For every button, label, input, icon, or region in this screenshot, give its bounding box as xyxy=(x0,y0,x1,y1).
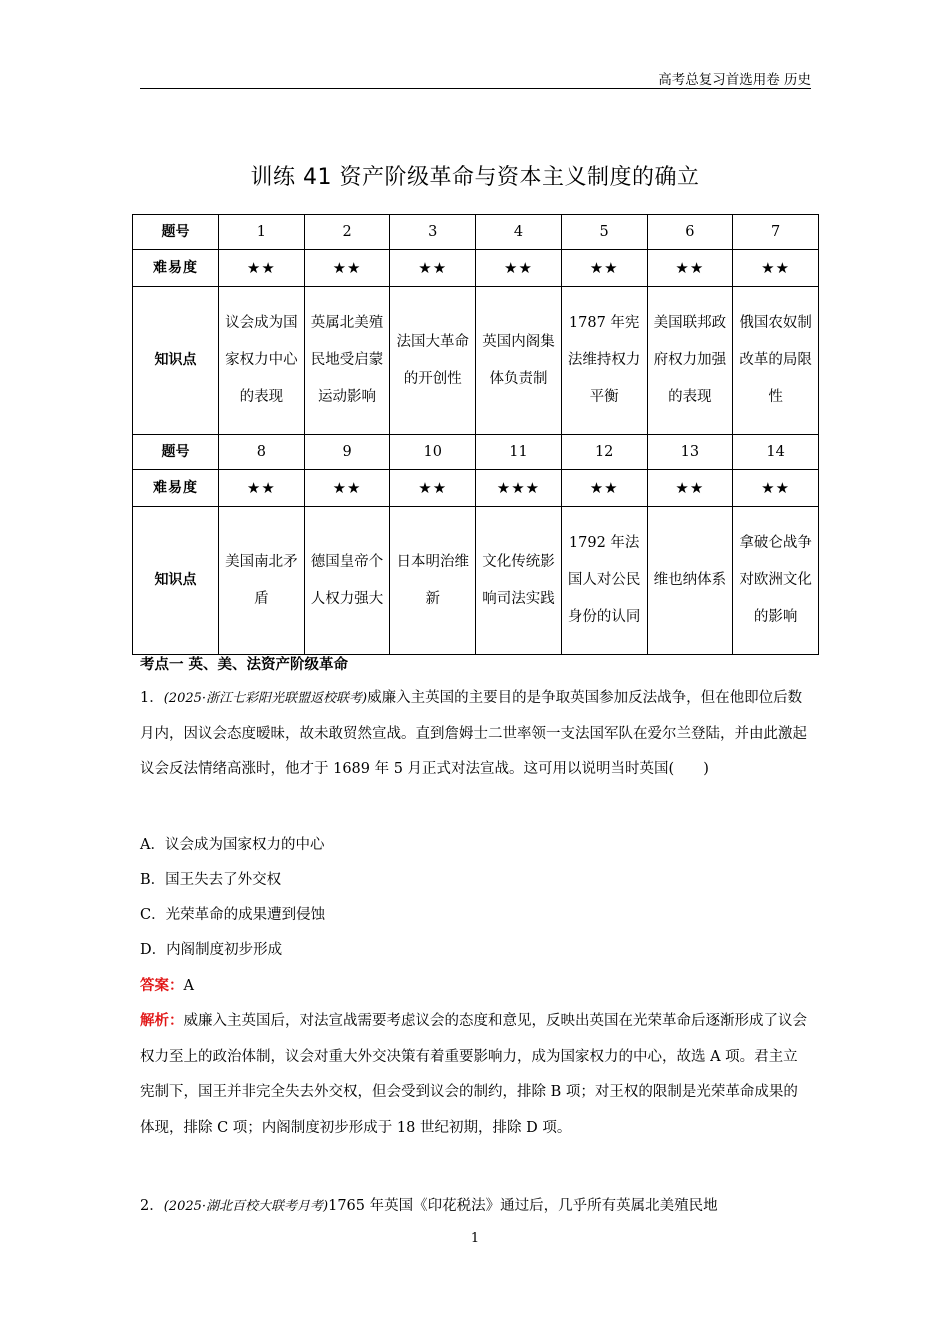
knowledge-point: 文化传统影响司法实践 xyxy=(476,507,562,655)
table-cell: 14 xyxy=(733,435,819,470)
page-title: 训练 41 资产阶级革命与资本主义制度的确立 xyxy=(250,165,700,190)
knowledge-point: 拿破仑战争对欧洲文化的影响 xyxy=(733,507,819,655)
table-row-numbers-1 xyxy=(133,215,819,250)
difficulty-stars: ★★ xyxy=(733,250,819,287)
table-cell: 12 xyxy=(561,435,647,470)
difficulty-stars: ★★ xyxy=(647,470,733,507)
analysis-block xyxy=(140,1004,812,1146)
answer-label: 答案： xyxy=(140,978,184,994)
difficulty-stars: ★★ xyxy=(561,470,647,507)
page-header xyxy=(140,66,811,89)
option-c: C．光荣革命的成果遭到侵蚀 xyxy=(140,907,326,923)
difficulty-stars: ★★ xyxy=(561,250,647,287)
table-cell: 1 xyxy=(219,215,305,250)
option-d: D．内阁制度初步形成 xyxy=(140,942,283,958)
knowledge-point: 法国大革命的开创性 xyxy=(390,287,476,435)
knowledge-point: 1787 年宪法维持权力平衡 xyxy=(561,287,647,435)
difficulty-stars: ★★ xyxy=(390,250,476,287)
row-label-difficulty: 难易度 xyxy=(133,250,219,287)
knowledge-point: 美国南北矛盾 xyxy=(219,507,305,655)
table-row-difficulty-2 xyxy=(133,470,819,507)
table-row-knowledge-2 xyxy=(133,507,819,655)
table-cell: 9 xyxy=(304,435,390,470)
difficulty-stars: ★★ xyxy=(733,470,819,507)
analysis-text: 威廉入主英国后，对法宣战需要考虑议会的态度和意见，反映出英国在光荣革命后逐渐形成了议会权力至上的政治体制，议会对重大外交决策有着重要影响力，成为国家权力的中心，故选 A 项。君主立宪制下，国王并非完全失去外交权，但会受到议会的制约，排除 B 项；对王权的限制是光荣革命成果的体现，排除 C 项；内阁制度初步形成于 18 世纪初期，排除 D 项。 xyxy=(140,1013,807,1136)
table-cell: 7 xyxy=(733,215,819,250)
option-b: B．国王失去了外交权 xyxy=(140,872,282,888)
knowledge-point: 英国内阁集体负责制 xyxy=(476,287,562,435)
knowledge-point: 俄国农奴制改革的局限性 xyxy=(733,287,819,435)
question-number: 1． xyxy=(140,690,164,706)
difficulty-stars: ★★ xyxy=(476,250,562,287)
knowledge-point: 维也纳体系 xyxy=(647,507,733,655)
table-row-numbers-2 xyxy=(133,435,819,470)
header-text: 高考总复习首选用卷 历史 xyxy=(658,72,811,88)
difficulty-stars: ★★ xyxy=(304,250,390,287)
knowledge-point: 日本明治维新 xyxy=(390,507,476,655)
difficulty-stars: ★★ xyxy=(390,470,476,507)
table-cell: 2 xyxy=(304,215,390,250)
table-cell: 13 xyxy=(647,435,733,470)
question-text: 1765 年英国《印花税法》通过后，几乎所有英属北美殖民地 xyxy=(328,1198,718,1214)
row-label-num: 题号 xyxy=(133,435,219,470)
analysis-label: 解析： xyxy=(140,1013,184,1029)
table-cell: 6 xyxy=(647,215,733,250)
section-heading: 考点一 英、美、法资产阶级革命 xyxy=(140,657,349,673)
table-cell: 4 xyxy=(476,215,562,250)
table-cell: 5 xyxy=(561,215,647,250)
table-cell: 10 xyxy=(390,435,476,470)
option-a: A．议会成为国家权力的中心 xyxy=(140,837,325,853)
knowledge-point: 德国皇帝个人权力强大 xyxy=(304,507,390,655)
page-number: 1 xyxy=(470,1231,480,1246)
row-label-knowledge: 知识点 xyxy=(133,507,219,655)
row-label-num: 题号 xyxy=(133,215,219,250)
table-cell: 3 xyxy=(390,215,476,250)
difficulty-stars: ★★ xyxy=(219,470,305,507)
table-row-difficulty-1 xyxy=(133,250,819,287)
answer-line xyxy=(140,975,194,997)
knowledge-point: 议会成为国家权力中心的表现 xyxy=(219,287,305,435)
row-label-difficulty: 难易度 xyxy=(133,470,219,507)
question-2-stem xyxy=(140,1189,812,1225)
question-source: (2025·浙江七彩阳光联盟返校联考) xyxy=(163,691,368,706)
difficulty-stars: ★★★ xyxy=(476,470,562,507)
question-number: 2． xyxy=(140,1198,164,1214)
row-label-knowledge: 知识点 xyxy=(133,287,219,435)
question-1-stem xyxy=(140,681,812,788)
question-source: (2025·湖北百校大联考月考) xyxy=(163,1199,329,1214)
question-text: 威廉入主英国的主要目的是争取英国参加反法战争，但在他即位后数月内，因议会态度暧昧，故未敢贸然宣战。直到詹姆士二世率领一支法国军队在爱尔兰登陆，并由此激起议会反法情绪高涨时，他才于 1689 年 5 月正式对法宣战。这可用以说明当时英国( ) xyxy=(140,690,807,777)
difficulty-stars: ★★ xyxy=(647,250,733,287)
answer-value: A xyxy=(183,978,194,994)
knowledge-point: 英属北美殖民地受启蒙运动影响 xyxy=(304,287,390,435)
table-row-knowledge-1 xyxy=(133,287,819,435)
difficulty-stars: ★★ xyxy=(304,470,390,507)
question-overview-table xyxy=(132,214,819,655)
knowledge-point: 美国联邦政府权力加强的表现 xyxy=(647,287,733,435)
difficulty-stars: ★★ xyxy=(219,250,305,287)
knowledge-point: 1792 年法国人对公民身份的认同 xyxy=(561,507,647,655)
table-cell: 11 xyxy=(476,435,562,470)
table-cell: 8 xyxy=(219,435,305,470)
